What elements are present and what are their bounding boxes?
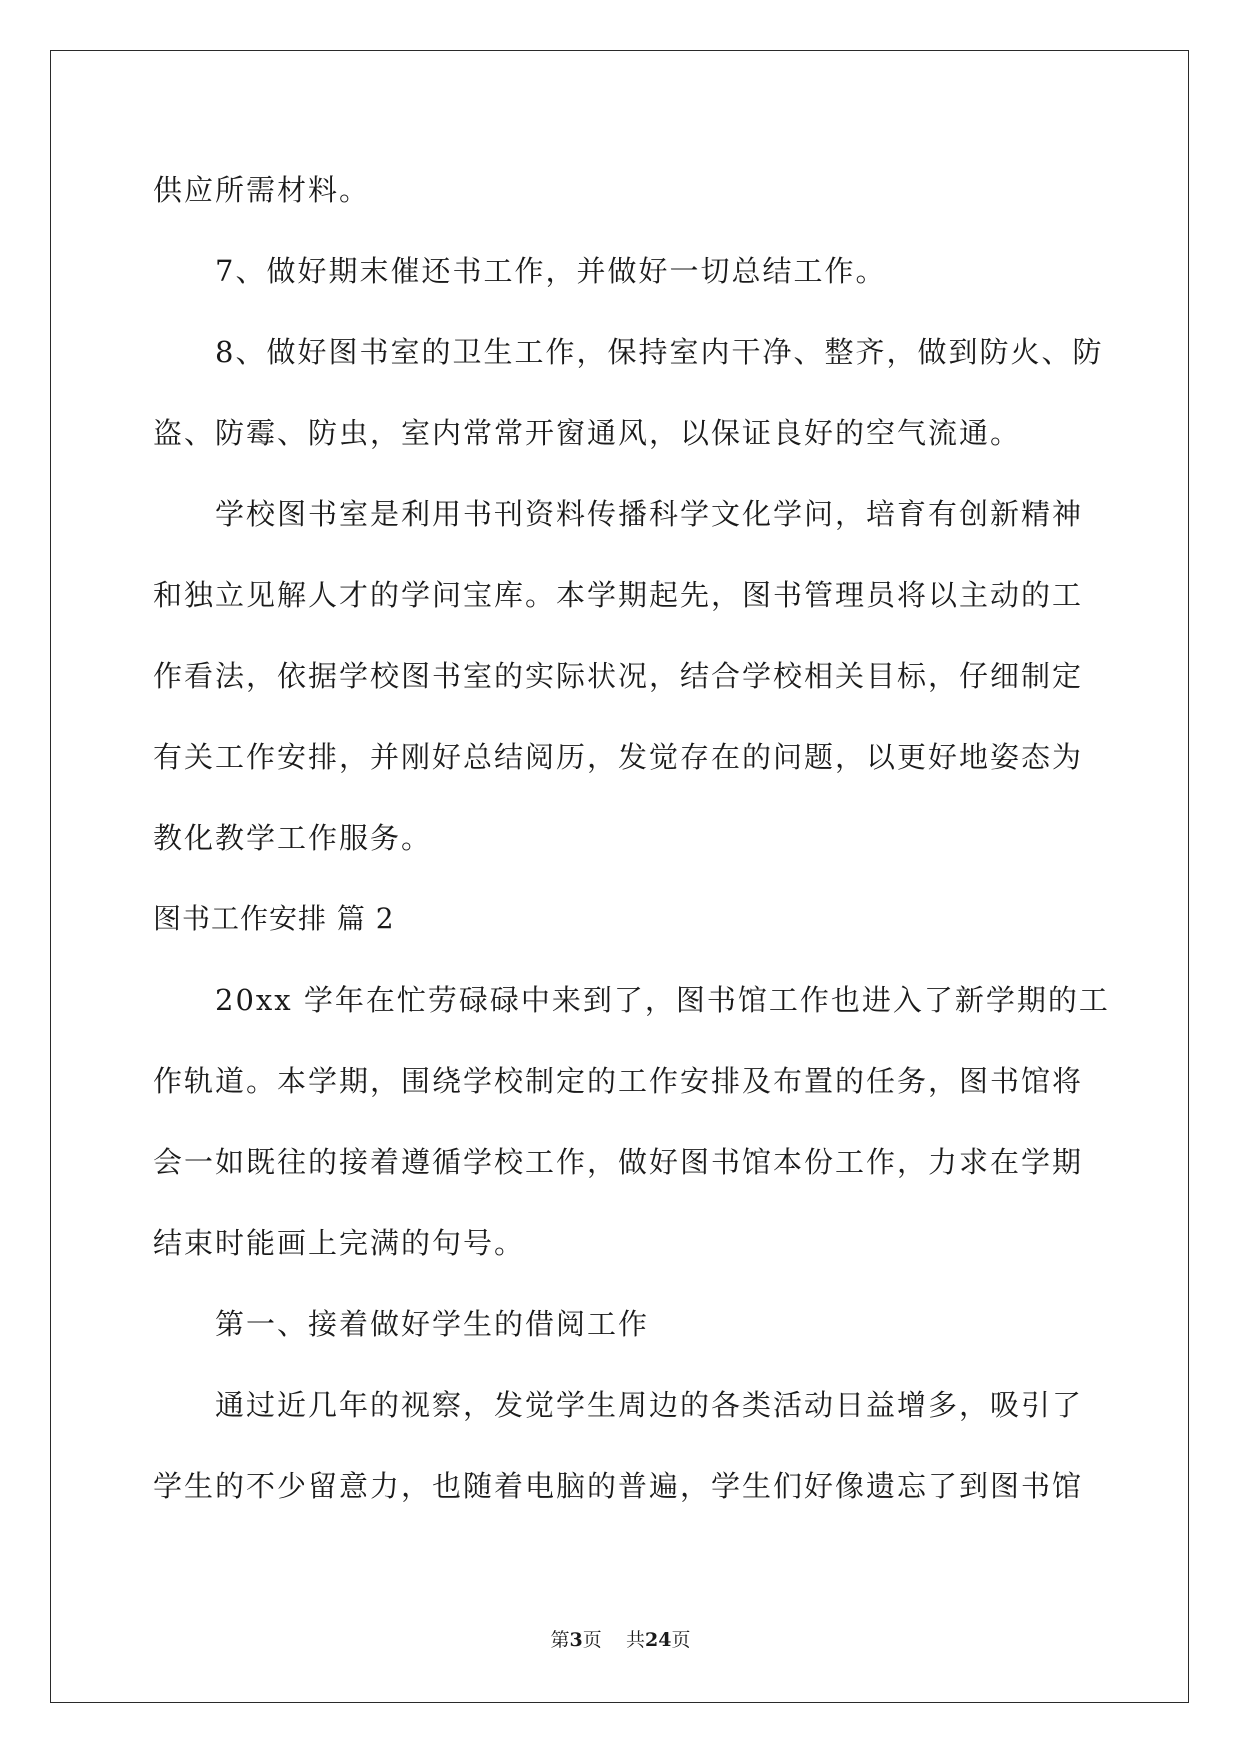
paragraph-line: 7、做好期末催还书工作，并做好一切总结工作。: [215, 254, 887, 288]
paragraph-line: 会一如既往的接着遵循学校工作，做好图书馆本份工作，力求在学期: [153, 1145, 1084, 1179]
footer-total-suffix: 页: [671, 1629, 691, 1651]
paragraph-line: 学生的不少留意力，也随着电脑的普遍，学生们好像遗忘了到图书馆: [153, 1469, 1084, 1503]
page-border: [50, 50, 1189, 1703]
paragraph-line: 教化教学工作服务。: [153, 821, 433, 855]
footer-page-prefix: 第: [550, 1629, 570, 1651]
footer-page-number: 3: [569, 1629, 583, 1651]
footer-page-suffix: 页: [582, 1629, 602, 1651]
paragraph-line: 有关工作安排，并刚好总结阅历，发觉存在的问题，以更好地姿态为: [153, 740, 1084, 774]
paragraph-line: 20xx 学年在忙劳碌碌中来到了，图书馆工作也进入了新学期的工: [215, 983, 1110, 1017]
footer-total-prefix: 共: [625, 1629, 645, 1651]
paragraph-line: 学校图书室是利用书刊资料传播科学文化学问，培育有创新精神: [215, 497, 1084, 531]
paragraph-line: 作轨道。本学期，围绕学校制定的工作安排及布置的任务，图书馆将: [153, 1064, 1084, 1098]
page-footer: [0, 1628, 1241, 1652]
footer-total-pages: 24: [644, 1629, 672, 1651]
paragraph-line: 作看法，依据学校图书室的实际状况，结合学校相关目标，仔细制定: [153, 659, 1084, 693]
paragraph-line: 盗、防霉、防虫，室内常常开窗通风，以保证良好的空气流通。: [153, 416, 1022, 450]
section-heading: 图书工作安排 篇 2: [153, 902, 395, 935]
paragraph-line: 和独立见解人才的学问宝库。本学期起先，图书管理员将以主动的工: [153, 578, 1084, 612]
paragraph-line: 供应所需材料。: [153, 173, 371, 207]
paragraph-line: 8、做好图书室的卫生工作，保持室内干净、整齐，做到防火、防: [215, 335, 1104, 369]
paragraph-line: 通过近几年的视察，发觉学生周边的各类活动日益增多，吸引了: [215, 1388, 1084, 1422]
paragraph-line: 结束时能画上完满的句号。: [153, 1226, 526, 1260]
subheading-line: 第一、接着做好学生的借阅工作: [215, 1307, 650, 1341]
